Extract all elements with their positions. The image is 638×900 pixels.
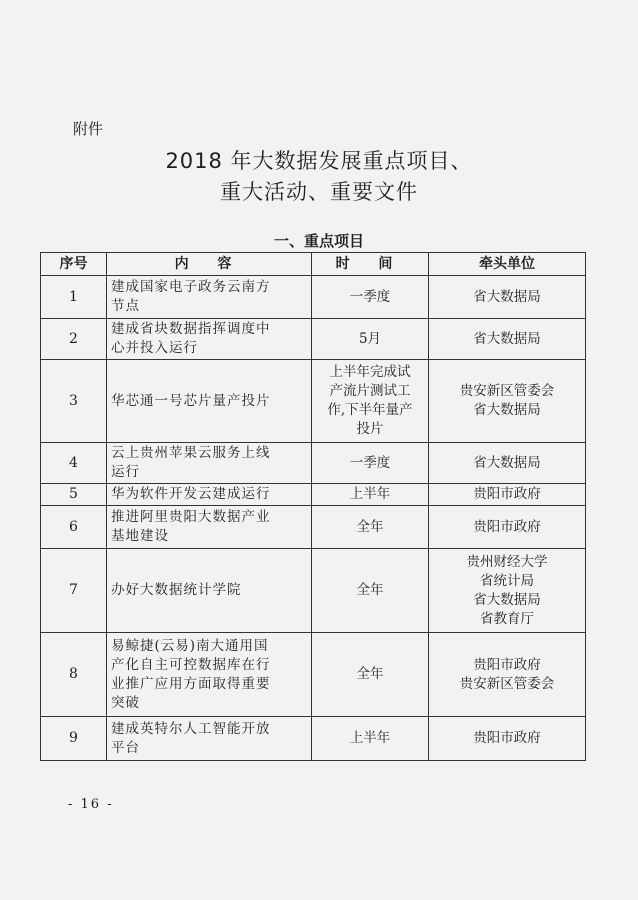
row-time: [312, 717, 429, 761]
row-content-line: 建成英特尔人工智能开放: [111, 720, 271, 737]
row-content-line: 心并投入运行: [111, 340, 198, 356]
row-number: 9: [41, 717, 107, 761]
row-lead-unit: [429, 717, 586, 761]
row-number: 2: [41, 319, 107, 360]
row-number: 4: [41, 443, 107, 484]
row-lead-unit-line: 贵州财经大学: [466, 553, 548, 570]
row-lead-unit-line: 省统计局: [480, 572, 534, 589]
row-lead-unit: [429, 276, 586, 319]
row-content: [107, 276, 312, 319]
row-time: [312, 360, 429, 443]
row-content: [107, 360, 312, 443]
row-content: [107, 633, 312, 717]
header-content: 内 容: [107, 253, 312, 276]
row-content-line: 突破: [111, 694, 140, 711]
row-content: [107, 319, 312, 360]
table-row: [41, 633, 586, 717]
row-time-line: 5月: [358, 330, 382, 347]
row-time: [312, 443, 429, 484]
row-content: [107, 484, 312, 506]
table-header-row: [41, 253, 586, 276]
row-number: 8: [41, 633, 107, 717]
row-time: [312, 484, 429, 506]
document-title-line-1: 2018 年大数据发展重点项目、: [165, 149, 473, 173]
header-time: 时 间: [312, 253, 429, 276]
row-content-line: 平台: [111, 739, 140, 756]
row-number: 3: [41, 360, 107, 443]
row-content-line: 业推广应用方面取得重要: [111, 675, 271, 692]
row-time-line: 作,下半年量产: [327, 402, 413, 418]
row-lead-unit-line: 省大数据局: [473, 330, 541, 347]
row-number: 7: [41, 549, 107, 633]
row-content-line: 华为软件开发云建成运行: [111, 486, 271, 502]
row-time-line: 一季度: [349, 288, 391, 305]
row-time: [312, 276, 429, 319]
row-content-line: 易鲸捷(云易)南大通用国: [111, 637, 269, 654]
row-lead-unit: [429, 360, 586, 443]
row-number: 5: [41, 484, 107, 506]
header-no: 序号: [41, 253, 107, 276]
row-content-line: 云上贵州苹果云服务上线: [111, 445, 271, 461]
row-number: 6: [41, 506, 107, 549]
row-time: [312, 506, 429, 549]
table-row: [41, 484, 586, 506]
section-title: 一、重点项目: [273, 232, 364, 250]
row-time-line: 上半年: [349, 486, 391, 502]
row-lead-unit: [429, 319, 586, 360]
row-time-line: 上半年完成试: [329, 364, 411, 380]
row-time-line: 全年: [356, 518, 384, 535]
header-lead-unit: 牵头单位: [429, 253, 586, 276]
table-row: [41, 319, 586, 360]
document-title-line-2: 重大活动、重要文件: [220, 180, 418, 204]
row-lead-unit: [429, 549, 586, 633]
row-content: [107, 506, 312, 549]
row-lead-unit-line: 省大数据局: [473, 288, 541, 305]
row-content: [107, 549, 312, 633]
row-content-line: 运行: [111, 464, 140, 480]
row-lead-unit-line: 贵阳市政府: [473, 730, 541, 746]
row-lead-unit: [429, 443, 586, 484]
table-row: [41, 506, 586, 549]
row-time-line: 一季度: [349, 454, 391, 471]
row-content-line: 华芯通一号芯片量产投片: [111, 392, 271, 409]
row-lead-unit: [429, 484, 586, 506]
row-content: [107, 443, 312, 484]
row-content: [107, 717, 312, 761]
row-time-line: 上半年: [349, 730, 391, 746]
row-lead-unit-line: 省大数据局: [473, 454, 541, 471]
row-lead-unit-line: 省大数据局: [473, 591, 541, 608]
row-lead-unit: [429, 506, 586, 549]
table-row: [41, 360, 586, 443]
row-lead-unit-line: 贵阳市政府: [473, 486, 541, 502]
table-row: [41, 549, 586, 633]
row-lead-unit-line: 贵安新区管委会: [459, 675, 555, 692]
key-projects-table: [40, 252, 586, 761]
row-lead-unit-line: 贵阳市政府: [473, 518, 541, 535]
row-content-line: 推进阿里贵阳大数据产业: [111, 509, 271, 525]
row-content-line: 建成省块数据指挥调度中: [111, 321, 271, 337]
row-content-line: 基地建设: [111, 528, 169, 544]
row-lead-unit-line: 省大数据局: [473, 402, 541, 418]
row-time-line: 全年: [356, 666, 384, 682]
table-row: [41, 276, 586, 319]
table-row: [41, 717, 586, 761]
row-time: [312, 319, 429, 360]
row-lead-unit-line: 省教育厅: [480, 610, 534, 627]
row-time: [312, 549, 429, 633]
row-lead-unit: [429, 633, 586, 717]
row-content-line: 建成国家电子政务云南方: [111, 279, 271, 295]
row-lead-unit-line: 贵安新区管委会: [459, 383, 555, 399]
row-content-line: 办好大数据统计学院: [111, 582, 242, 598]
row-content-line: 产化自主可控数据库在行: [111, 656, 271, 673]
row-time-line: 投片: [356, 421, 384, 437]
row-time-line: 全年: [356, 582, 384, 598]
row-lead-unit-line: 贵阳市政府: [473, 656, 541, 673]
row-time-line: 产流片测试工: [329, 383, 411, 399]
table-row: [41, 443, 586, 484]
row-content-line: 节点: [111, 298, 140, 314]
attachment-label: 附件: [73, 120, 104, 138]
row-time: [312, 633, 429, 717]
row-number: 1: [41, 276, 107, 319]
page-number: - 16 -: [68, 797, 114, 812]
